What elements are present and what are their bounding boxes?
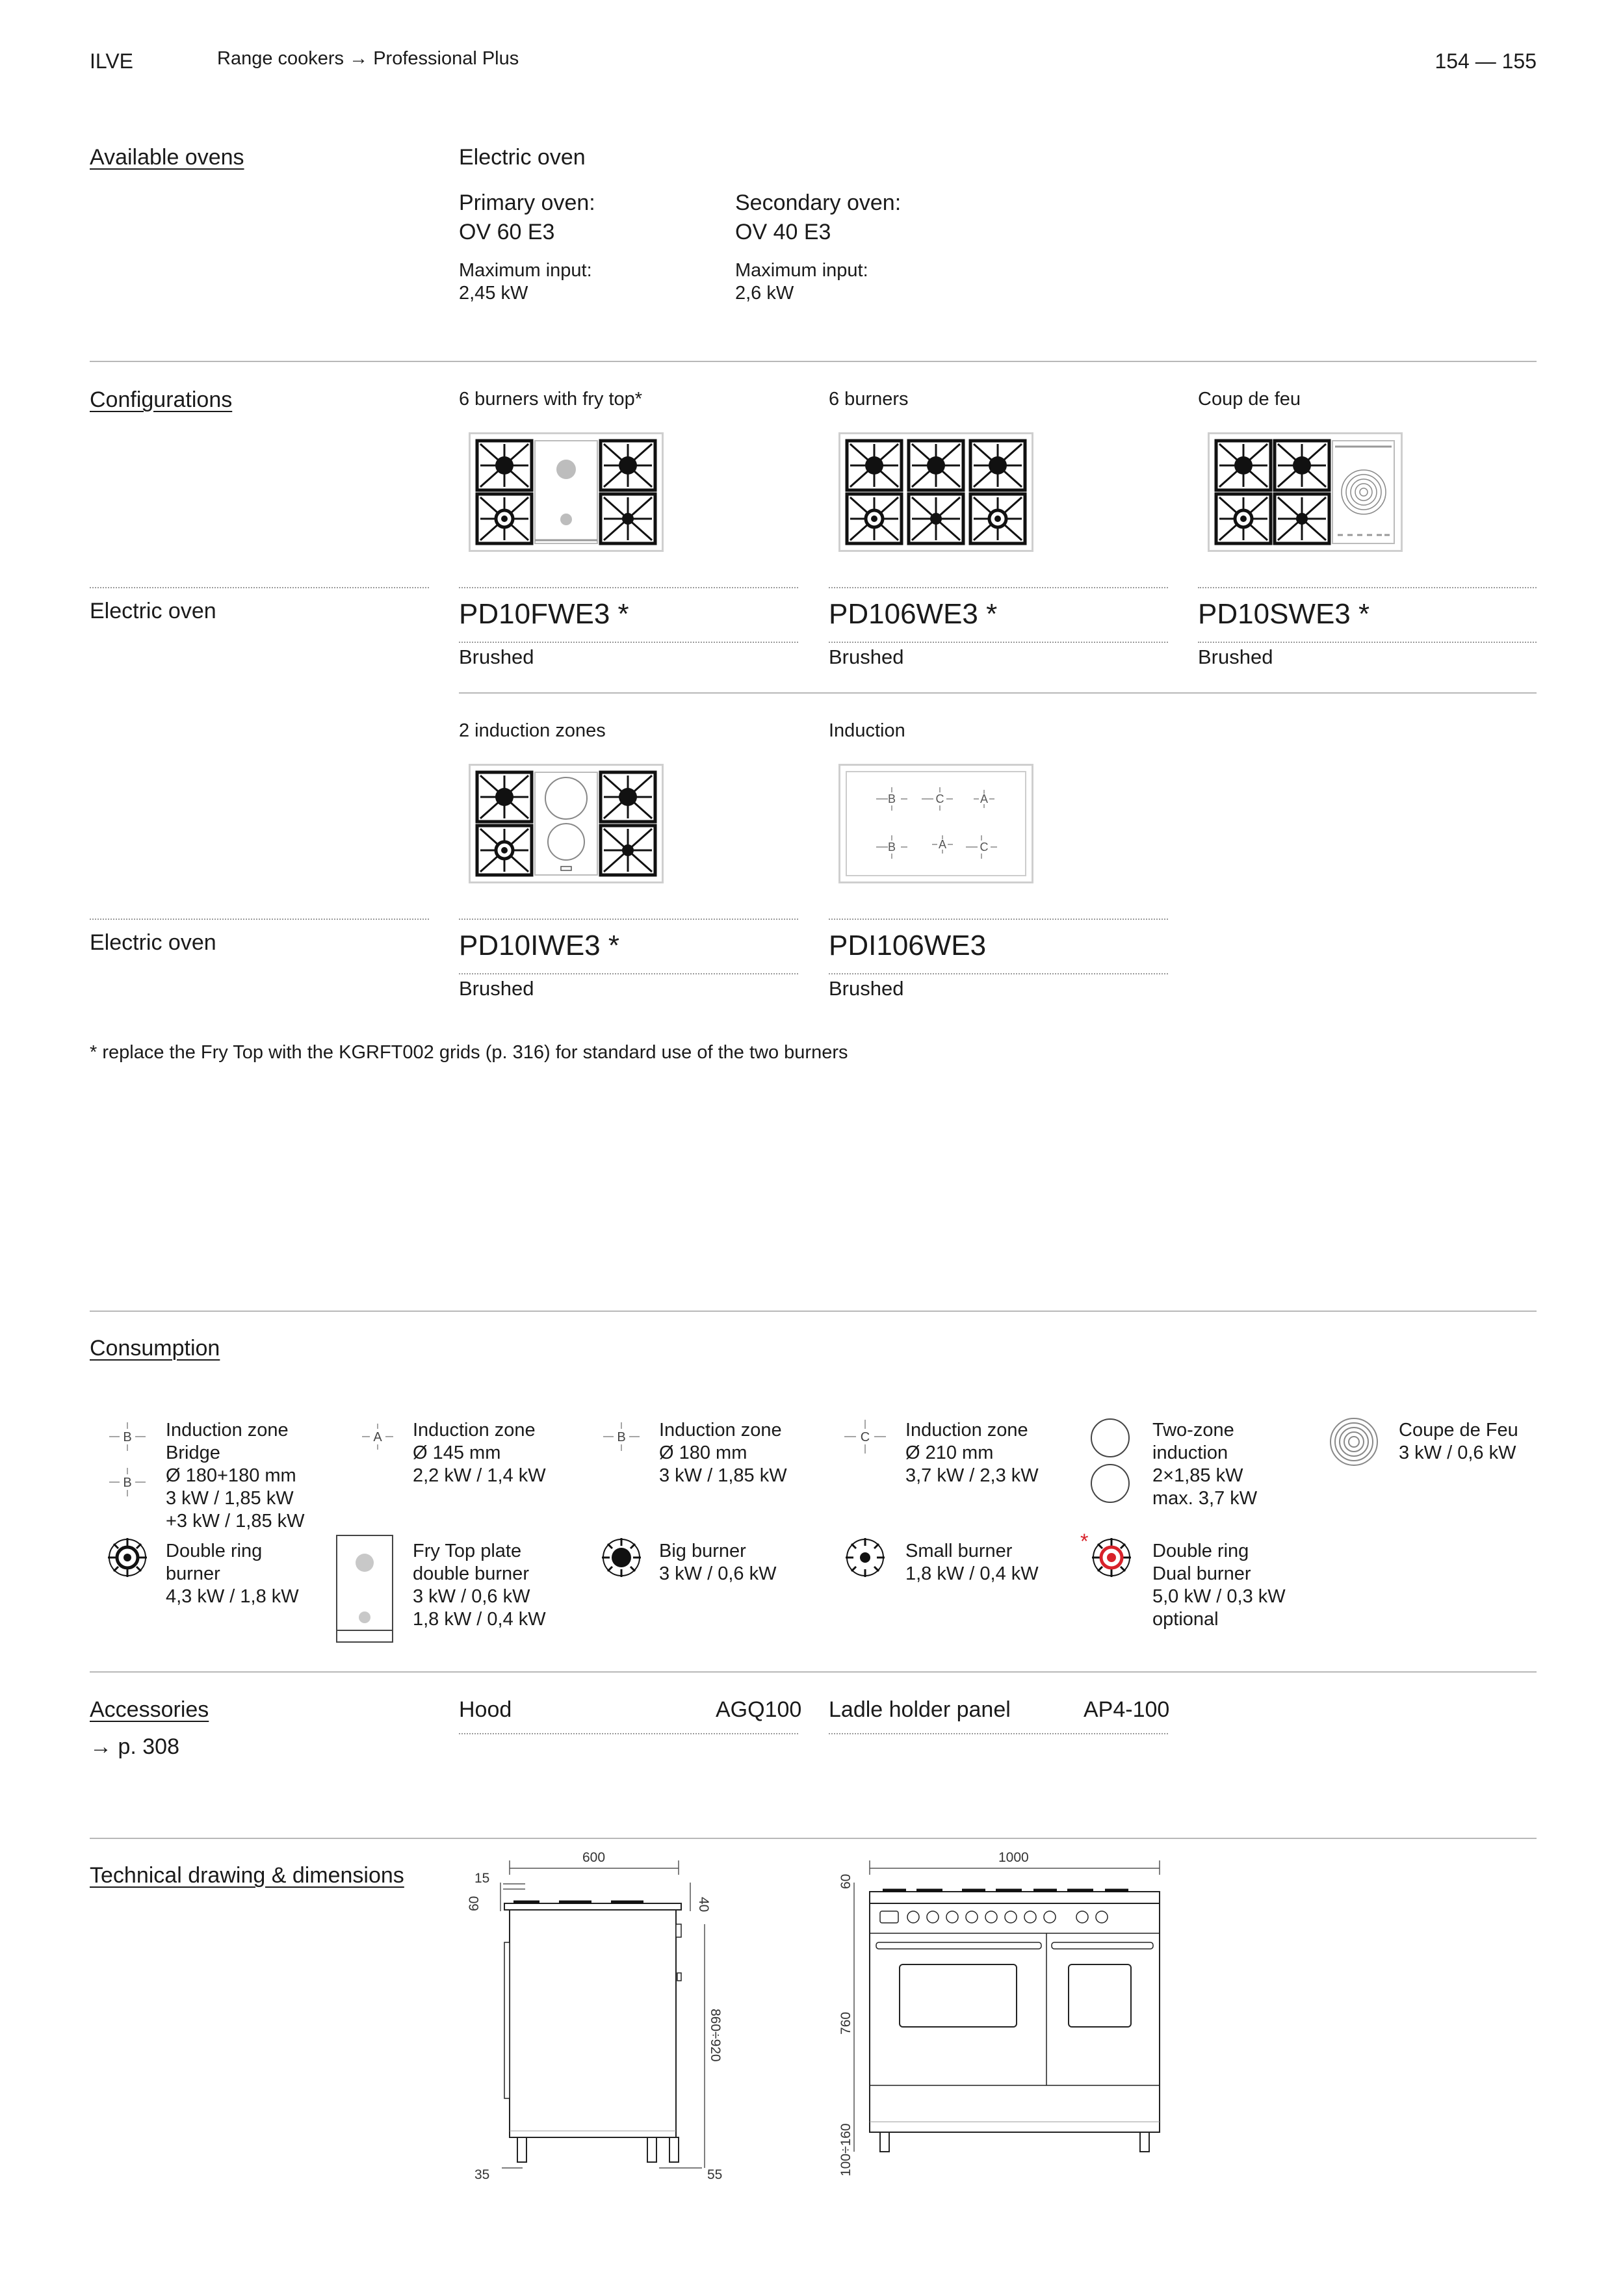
hob-coup-de-feu-image [1208,432,1403,552]
consumption-title: Consumption [90,1336,220,1361]
grid-right [601,441,655,543]
primary-input-label: Maximum input: [459,260,592,281]
dim-width: 1000 [998,1850,1029,1865]
dim-60: 60 [838,1873,853,1889]
two-zone-induction-icon [1085,1417,1135,1506]
dim-width: 600 [582,1850,606,1865]
divider [90,1671,1537,1673]
config-caption: 6 burners with fry top* [459,389,643,410]
row-label-electric-oven: Electric oven [90,930,216,955]
divider [459,1733,798,1734]
side-view-drawing [455,1846,747,2184]
config-caption: Coup de feu [1198,389,1301,410]
hob-two-induction-image [469,764,664,883]
accessories-title: Accessories [90,1697,209,1722]
breadcrumb-range-cookers[interactable]: Range cookers [217,48,344,69]
oven-type: Electric oven [459,145,586,170]
induction-bridge-icon [104,1417,151,1502]
induction-letter: B [887,792,896,805]
row-label-electric-oven: Electric oven [90,599,216,623]
big-burner-icon [601,1537,642,1578]
accessories-page-link[interactable]: → p. 308 [90,1734,179,1759]
divider [90,587,429,588]
primary-input-value: 2,45 kW [459,283,528,304]
induction-letter: B [887,841,896,854]
induction-letter: C [980,841,989,854]
divider [459,692,1537,694]
dim-40: 40 [696,1897,711,1912]
configurations-title: Configurations [90,387,233,412]
consumption-label: Double ring burner 4,3 kW / 1,8 kW [166,1541,299,1607]
divider [829,1733,1168,1734]
dim-760: 760 [838,2011,853,2035]
secondary-input-value: 2,6 kW [735,283,794,304]
dim-55: 55 [707,2167,723,2182]
dim-leg: 100÷160 [838,2123,853,2176]
finish-label: Brushed [459,977,534,1000]
consumption-label: Big burner 3 kW / 0,6 kW [659,1541,777,1584]
svg-text:B: B [617,1430,626,1444]
consumption-label: Induction zone Ø 180 mm 3 kW / 1,85 kW [659,1420,787,1486]
divider [459,587,798,588]
svg-text:A: A [373,1430,382,1444]
consumption-label: Double ring Dual burner 5,0 kW / 0,3 kW optional [1152,1541,1286,1630]
dim-15: 15 [474,1871,490,1886]
front-view-drawing [825,1846,1176,2184]
divider [1198,587,1537,588]
breadcrumb-professional-plus[interactable]: Professional Plus [373,48,519,69]
finish-label: Brushed [459,646,534,668]
consumption-label: Induction zone Ø 210 mm 3,7 kW / 2,3 kW [905,1420,1039,1486]
divider [829,973,1168,974]
consumption-label: Coupe de Feu 3 kW / 0,6 kW [1399,1420,1518,1463]
divider [459,642,798,643]
config-caption: 6 burners [829,389,909,410]
consumption-label: Small burner 1,8 kW / 0,4 kW [905,1541,1039,1584]
double-ring-burner-icon [107,1537,148,1578]
arrow-icon: → [349,48,369,69]
technical-title: Technical drawing & dimensions [90,1863,404,1888]
consumption-label: Induction zone Ø 145 mm 2,2 kW / 1,4 kW [413,1420,546,1486]
divider [459,919,798,920]
induction-letter: A [980,792,989,805]
accessory-code: AP4-100 [1084,1697,1170,1722]
hob-six-burners-image [838,432,1033,552]
brand: ILVE [90,49,133,73]
model-code: PD10SWE3 * [1198,598,1370,630]
breadcrumb [217,48,519,70]
config-caption: Induction [829,720,905,741]
divider [1198,642,1537,643]
accessory-name: Ladle holder panel [829,1697,1011,1722]
divider [90,919,429,920]
svg-text:B: B [123,1430,132,1444]
model-code: PD106WE3 * [829,598,998,630]
finish-label: Brushed [1198,646,1273,668]
footnote: * replace the Fry Top with the KGRFT002 grids (p. 316) for standard use of the two burners [90,1042,848,1063]
hob-induction-image [838,764,1033,883]
accessory-name: Hood [459,1697,512,1722]
optional-asterisk: * [1080,1530,1089,1553]
divider [90,361,1537,362]
coupe-de-feu-icon [1329,1417,1379,1467]
divider [90,1311,1537,1312]
consumption-label: Two-zone induction 2×1,85 kW max. 3,7 kW [1152,1420,1258,1509]
dual-burner-icon [1091,1537,1132,1578]
available-ovens-title: Available ovens [90,145,244,170]
induction-a-icon [354,1417,401,1456]
hob-fry-top-image [469,432,664,552]
model-code: PDI106WE3 [829,930,987,961]
small-burner-icon [844,1537,886,1578]
dim-height: 860÷920 [708,2009,723,2062]
induction-letter: A [938,838,947,851]
config-caption: 2 induction zones [459,720,606,741]
secondary-oven-model: OV 40 E3 [735,220,831,244]
consumption-label: Induction zone Bridge Ø 180+180 mm 3 kW / 1,85 kW +3 kW / 1,85 kW [166,1420,305,1532]
accessory-code: AGQ100 [716,1697,802,1722]
divider [829,642,1168,643]
finish-label: Brushed [829,646,904,668]
primary-oven-label: Primary oven: [459,190,595,215]
svg-text:B: B [123,1476,132,1490]
primary-oven-model: OV 60 E3 [459,220,555,244]
divider [829,919,1168,920]
secondary-oven-label: Secondary oven: [735,190,902,215]
fry-top-plate-icon [335,1534,394,1643]
consumption-label: Fry Top plate double burner 3 kW / 0,6 kW 1,8 kW / 0,4 kW [413,1541,546,1630]
divider [90,1838,1537,1839]
induction-b-icon [598,1417,645,1456]
dim-35: 35 [474,2167,490,2182]
secondary-input-label: Maximum input: [735,260,868,281]
finish-label: Brushed [829,977,904,1000]
divider [459,973,798,974]
dim-60: 60 [467,1896,482,1911]
model-code: PD10FWE3 * [459,598,629,630]
induction-letter: C [935,792,944,805]
divider [829,587,1168,588]
model-code: PD10IWE3 * [459,930,619,961]
page-numbers: 154 — 155 [1435,49,1537,73]
induction-c-icon [842,1417,889,1456]
svg-text:C: C [860,1430,870,1444]
